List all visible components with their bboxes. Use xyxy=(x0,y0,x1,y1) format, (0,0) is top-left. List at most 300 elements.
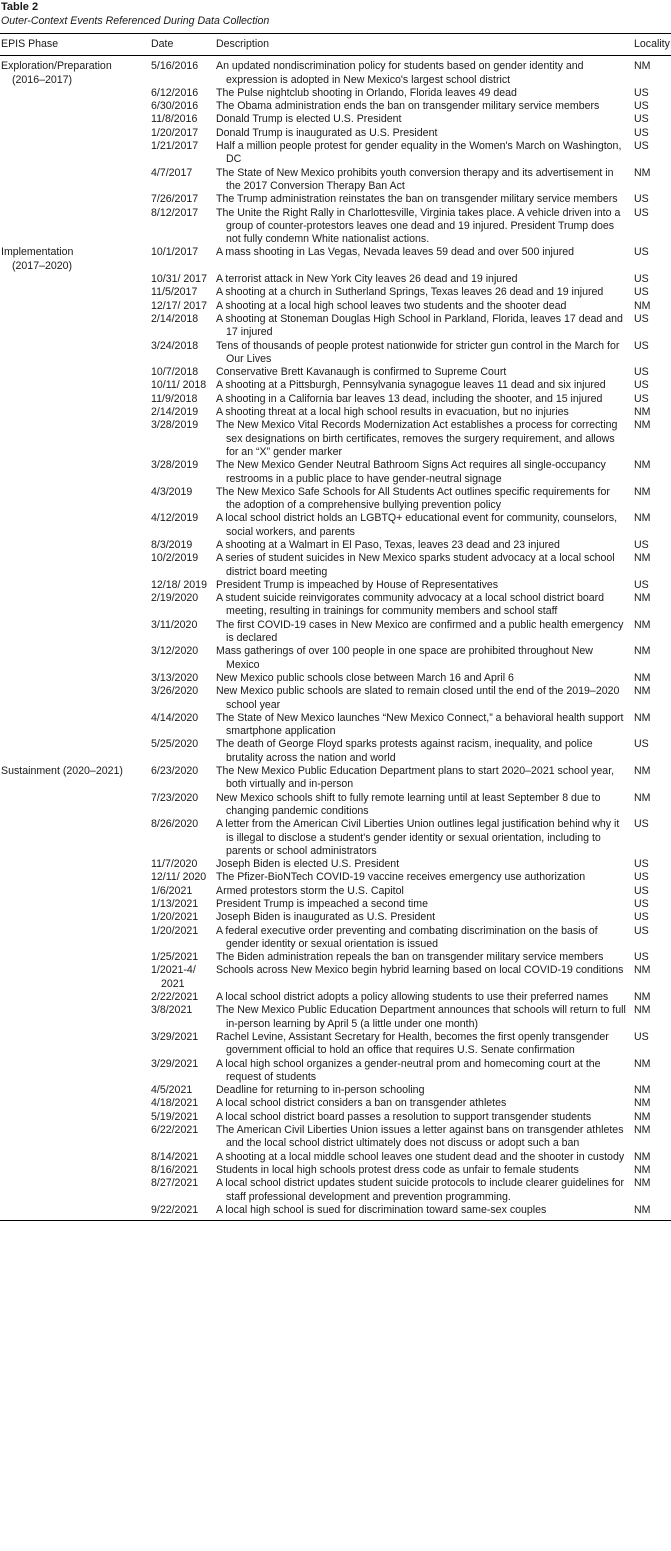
phase-cell xyxy=(0,1058,151,1085)
phase-name: Sustainment (2020–2021) xyxy=(1,765,123,778)
description-cell xyxy=(216,1031,632,1058)
locality-cell: US xyxy=(634,312,649,325)
event-description: The Trump administration reinstates the ban on transgender military service members xyxy=(216,193,618,206)
event-description: A local school district holds an LGBTQ+ educational event for community, counselors, social workers, and parents xyxy=(216,512,618,538)
table-row xyxy=(0,552,671,579)
table-row xyxy=(0,898,671,911)
event-description: A local school district updates student suicide protocols to include clearer guidelines for staff professional development and prevention programming. xyxy=(216,1177,625,1203)
date-cell xyxy=(151,925,216,952)
date-cell xyxy=(151,964,216,991)
table-row xyxy=(0,419,671,459)
table-row xyxy=(0,486,671,513)
description-cell xyxy=(216,1058,632,1085)
phase-cell xyxy=(0,539,151,552)
table-row xyxy=(0,87,671,100)
description-cell xyxy=(216,1164,632,1177)
event-date: 10/2/2019 xyxy=(151,552,199,565)
locality-cell: US xyxy=(634,379,649,392)
event-date: 6/23/2020 xyxy=(151,765,199,778)
locality-cell: US xyxy=(634,339,649,352)
event-date: 1/21/2017 xyxy=(151,140,199,153)
description-cell xyxy=(216,991,632,1004)
date-cell xyxy=(151,898,216,911)
event-description: A mass shooting in Las Vegas, Nevada leaves 59 dead and over 500 injured xyxy=(216,246,575,259)
phase-cell xyxy=(0,738,151,765)
event-date: 4/14/2020 xyxy=(151,711,199,724)
event-date: 3/11/2020 xyxy=(151,618,198,631)
description-cell xyxy=(216,273,632,286)
locality-cell: US xyxy=(634,86,649,99)
description-cell xyxy=(216,246,632,273)
date-cell xyxy=(151,1177,216,1204)
description-cell xyxy=(216,818,632,858)
phase-cell xyxy=(0,512,151,539)
table-row xyxy=(0,1124,671,1151)
locality-cell: NM xyxy=(634,1163,651,1176)
date-cell xyxy=(151,406,216,419)
description-cell xyxy=(216,792,632,819)
locality-cell: NM xyxy=(634,552,651,565)
table-row xyxy=(0,1004,671,1031)
table-label: Table 2 xyxy=(1,1,39,13)
date-cell xyxy=(151,100,216,113)
event-description: A series of student suicides in New Mexico sparks student advocacy at a local school district board meeting xyxy=(216,552,615,578)
table-row xyxy=(0,964,671,991)
phase-cell xyxy=(0,273,151,286)
description-cell xyxy=(216,286,632,299)
table-row xyxy=(0,459,671,486)
event-date: 4/12/2019 xyxy=(151,512,199,525)
date-cell xyxy=(151,393,216,406)
phase-cell xyxy=(0,645,151,672)
event-date: 2/19/2020 xyxy=(151,592,199,605)
phase-cell xyxy=(0,193,151,206)
event-description: A federal executive order preventing and combating discrimination on the basis of gender identity or sexual orientation is issued xyxy=(216,924,598,950)
date-cell xyxy=(151,672,216,685)
phase-name: Implementation xyxy=(1,246,74,259)
locality-cell: NM xyxy=(634,645,651,658)
date-cell xyxy=(151,1084,216,1097)
event-description: Rachel Levine, Assistant Secretary for Health, becomes the first openly transgender government official to hold an office that requires U.S. Senate confirmation xyxy=(216,1030,609,1057)
date-cell xyxy=(151,552,216,579)
event-description: The American Civil Liberties Union issues a letter against bans on transgender athletes and the local school district ultimately does not discuss or adopt such a ban xyxy=(216,1124,624,1150)
date-cell xyxy=(151,592,216,619)
date-cell xyxy=(151,286,216,299)
description-cell xyxy=(216,366,632,379)
event-date: 8/27/2021 xyxy=(151,1177,199,1190)
event-date: 11/9/2018 xyxy=(151,392,198,405)
event-description: A shooting at a local high school leaves two students and the shooter dead xyxy=(216,299,567,312)
date-cell xyxy=(151,1111,216,1124)
locality-cell: US xyxy=(634,818,649,831)
table-row xyxy=(0,539,671,552)
locality-cell: NM xyxy=(634,592,651,605)
table-row xyxy=(0,1204,671,1221)
table-row xyxy=(0,1058,671,1085)
phase-cell xyxy=(0,100,151,113)
event-description: A local school district board passes a resolution to support transgender students xyxy=(216,1110,592,1123)
event-date: 3/28/2019 xyxy=(151,459,199,472)
date-cell xyxy=(151,366,216,379)
column-header-locality: Locality xyxy=(632,34,671,56)
description-cell xyxy=(216,579,632,592)
locality-cell: US xyxy=(634,113,649,126)
date-cell xyxy=(151,765,216,792)
table-row xyxy=(0,1177,671,1204)
phase-cell xyxy=(0,140,151,167)
event-description: The New Mexico Public Education Department plans to start 2020–2021 school year, both virtually and in-person xyxy=(216,765,615,791)
phase-cell xyxy=(0,925,151,952)
phase-cell xyxy=(0,911,151,924)
phase-cell xyxy=(0,685,151,712)
phase-cell xyxy=(0,313,151,340)
phase-cell xyxy=(0,818,151,858)
description-cell xyxy=(216,871,632,884)
event-date: 3/29/2021 xyxy=(151,1057,199,1070)
locality-cell: US xyxy=(634,911,649,924)
event-description: A shooting at a local middle school leaves one student dead and the shooter in custody xyxy=(216,1150,625,1163)
locality-cell: US xyxy=(634,140,649,153)
locality-cell: NM xyxy=(634,60,651,73)
event-description: Tens of thousands of people protest nationwide for stricter gun control in the March for Our Lives xyxy=(216,339,620,365)
event-description: Joseph Biden is inaugurated as U.S. President xyxy=(216,911,436,924)
table-row xyxy=(0,712,671,739)
event-date: 1/20/2021 xyxy=(151,911,199,924)
description-cell xyxy=(216,672,632,685)
table-row xyxy=(0,340,671,367)
date-cell xyxy=(151,645,216,672)
event-date: 10/11/ 2018 xyxy=(151,379,207,392)
phase-cell xyxy=(0,885,151,898)
phase-cell xyxy=(0,1031,151,1058)
table-row xyxy=(0,300,671,313)
event-date: 7/23/2020 xyxy=(151,791,199,804)
event-description: Half a million people protest for gender equality in the Women's March on Washington, DC xyxy=(216,140,622,166)
event-date: 9/22/2021 xyxy=(151,1203,199,1216)
locality-cell: NM xyxy=(634,419,651,432)
table-row xyxy=(0,818,671,858)
event-description: The State of New Mexico launches “New Mexico Connect,” a behavioral health support smartphone application xyxy=(216,711,624,738)
date-cell xyxy=(151,885,216,898)
table-row xyxy=(0,1031,671,1058)
date-cell xyxy=(151,858,216,871)
date-cell xyxy=(151,459,216,486)
locality-cell: NM xyxy=(634,1150,651,1163)
event-date: 7/26/2017 xyxy=(151,193,199,206)
event-description: The Pulse nightclub shooting in Orlando, Florida leaves 49 dead xyxy=(216,86,517,99)
date-cell xyxy=(151,911,216,924)
locality-cell: US xyxy=(634,126,649,139)
event-description: A local high school organizes a gender-neutral prom and homecoming court at the request of students xyxy=(216,1057,601,1083)
phase-cell xyxy=(0,552,151,579)
event-date: 10/31/ 2017 xyxy=(151,273,207,286)
column-header-phase: EPIS Phase xyxy=(0,34,151,56)
event-description: Schools across New Mexico begin hybrid learning based on local COVID-19 conditions xyxy=(216,964,624,977)
phase-cell xyxy=(0,1097,151,1110)
table-row xyxy=(0,1164,671,1177)
table-row xyxy=(0,1151,671,1164)
description-cell xyxy=(216,1004,632,1031)
phase-cell xyxy=(0,1151,151,1164)
phase-cell xyxy=(0,113,151,126)
description-cell xyxy=(216,1177,632,1204)
event-description: Joseph Biden is elected U.S. President xyxy=(216,858,400,871)
locality-cell: NM xyxy=(634,1004,651,1017)
locality-cell: US xyxy=(634,193,649,206)
table-row xyxy=(0,113,671,126)
description-cell xyxy=(216,1124,632,1151)
event-description: The first COVID-19 cases in New Mexico are confirmed and a public health emergency is declared xyxy=(216,618,624,645)
phase-cell xyxy=(0,858,151,871)
event-date: 8/16/2021 xyxy=(151,1163,199,1176)
table-row xyxy=(0,393,671,406)
event-description: The New Mexico Gender Neutral Bathroom Signs Act requires all single-occupancy restrooms in a public place to have gender-neutral signage xyxy=(216,459,606,485)
date-cell xyxy=(151,792,216,819)
phase-cell xyxy=(0,246,151,273)
table-row xyxy=(0,951,671,964)
event-date: 8/12/2017 xyxy=(151,206,199,219)
table-row xyxy=(0,911,671,924)
event-date: 5/16/2016 xyxy=(151,60,199,73)
event-date: 12/17/ 2017 xyxy=(151,299,207,312)
phase-cell xyxy=(0,672,151,685)
event-date: 6/12/2016 xyxy=(151,86,199,99)
column-header-date: Date xyxy=(151,34,216,56)
table-row xyxy=(0,56,671,87)
event-date: 8/14/2021 xyxy=(151,1150,199,1163)
locality-cell: US xyxy=(634,273,649,286)
locality-cell: NM xyxy=(634,791,651,804)
event-description: Mass gatherings of over 100 people in one space are prohibited throughout New Mexico xyxy=(216,645,593,671)
phase-name: Exploration/Preparation xyxy=(1,60,112,73)
locality-cell: US xyxy=(634,884,649,897)
event-date: 3/28/2019 xyxy=(151,419,199,432)
date-cell xyxy=(151,1124,216,1151)
description-cell xyxy=(216,406,632,419)
locality-cell: NM xyxy=(634,1057,651,1070)
event-date: 11/7/2020 xyxy=(151,858,198,871)
phase-cell xyxy=(0,406,151,419)
description-cell xyxy=(216,619,632,646)
table-row xyxy=(0,991,671,1004)
date-cell xyxy=(151,379,216,392)
phase-cell xyxy=(0,898,151,911)
event-date: 3/8/2021 xyxy=(151,1004,193,1017)
locality-cell: US xyxy=(634,206,649,219)
locality-cell: US xyxy=(634,738,649,751)
description-cell xyxy=(216,127,632,140)
description-cell xyxy=(216,885,632,898)
phase-cell xyxy=(0,167,151,194)
date-cell xyxy=(151,579,216,592)
date-cell xyxy=(151,1097,216,1110)
event-description: A letter from the American Civil Liberties Union outlines legal justification behind why it is illegal to disclose a student's gender identity or sexual orientation, including to parents or school administrators xyxy=(216,818,620,857)
event-date: 4/3/2019 xyxy=(151,485,193,498)
event-date: 3/12/2020 xyxy=(151,645,199,658)
table-row xyxy=(0,1097,671,1110)
table-row xyxy=(0,871,671,884)
event-date: 1/20/2017 xyxy=(151,126,199,139)
locality-cell: NM xyxy=(634,711,651,724)
locality-cell: NM xyxy=(634,1124,651,1137)
locality-cell: US xyxy=(634,858,649,871)
event-description: New Mexico public schools close between March 16 and April 6 xyxy=(216,671,514,684)
description-cell xyxy=(216,1151,632,1164)
table-row xyxy=(0,579,671,592)
event-date: 5/19/2021 xyxy=(151,1110,199,1123)
phase-cell xyxy=(0,619,151,646)
description-cell xyxy=(216,486,632,513)
event-date: 8/3/2019 xyxy=(151,538,193,551)
event-description: A local high school is sued for discrimination toward same-sex couples xyxy=(216,1203,547,1216)
event-description: A shooting at a Walmart in El Paso, Texas, leaves 23 dead and 23 injured xyxy=(216,538,560,551)
locality-cell: NM xyxy=(634,991,651,1004)
event-description: The Unite the Right Rally in Charlottesville, Virginia takes place. A vehicle driven into a group of counter-protestors leaves one dead and 19 injured. President Trump does not fully condemn White nationalist actions. xyxy=(216,206,621,246)
event-description: An updated nondiscrimination policy for students based on gender identity and expression is adopted in New Mexico's largest school district xyxy=(216,60,584,86)
locality-cell: US xyxy=(634,924,649,937)
locality-cell: US xyxy=(634,366,649,379)
description-cell xyxy=(216,925,632,952)
event-date: 1/6/2021 xyxy=(151,884,193,897)
event-date: 4/7/2017 xyxy=(151,166,193,179)
date-cell xyxy=(151,273,216,286)
description-cell xyxy=(216,592,632,619)
date-cell xyxy=(151,56,216,87)
events-table xyxy=(0,33,671,1221)
date-cell xyxy=(151,818,216,858)
date-cell xyxy=(151,619,216,646)
header-row xyxy=(0,34,671,56)
locality-cell: US xyxy=(634,1030,649,1043)
event-description: Donald Trump is elected U.S. President xyxy=(216,113,402,126)
description-cell xyxy=(216,379,632,392)
table-row xyxy=(0,193,671,206)
table-caption: Outer-Context Events Referenced During Data Collection xyxy=(1,15,270,27)
phase-cell xyxy=(0,991,151,1004)
table-row xyxy=(0,738,671,765)
phase-cell xyxy=(0,712,151,739)
description-cell xyxy=(216,167,632,194)
date-cell xyxy=(151,340,216,367)
phase-cell xyxy=(0,765,151,792)
phase-cell xyxy=(0,592,151,619)
event-date: 3/29/2021 xyxy=(151,1030,199,1043)
table-row xyxy=(0,286,671,299)
description-cell xyxy=(216,56,632,87)
description-cell xyxy=(216,1084,632,1097)
phase-cell xyxy=(0,964,151,991)
locality-cell: NM xyxy=(634,964,651,977)
phase-cell xyxy=(0,1204,151,1221)
phase-cell xyxy=(0,1177,151,1204)
description-cell xyxy=(216,911,632,924)
event-description: A local school district adopts a policy allowing students to use their preferred names xyxy=(216,991,609,1004)
date-cell xyxy=(151,1031,216,1058)
table-row xyxy=(0,313,671,340)
description-cell xyxy=(216,87,632,100)
table-row xyxy=(0,645,671,672)
phase-cell xyxy=(0,579,151,592)
description-cell xyxy=(216,300,632,313)
locality-cell: NM xyxy=(634,1084,651,1097)
phase-cell xyxy=(0,340,151,367)
event-date: 6/30/2016 xyxy=(151,100,199,113)
description-cell xyxy=(216,419,632,459)
locality-cell: NM xyxy=(634,765,651,778)
date-cell xyxy=(151,300,216,313)
locality-cell: US xyxy=(634,392,649,405)
column-header-description: Description xyxy=(216,34,632,56)
event-date: 12/11/ 2020 xyxy=(151,871,207,884)
locality-cell: US xyxy=(634,898,649,910)
date-cell xyxy=(151,512,216,539)
date-cell xyxy=(151,167,216,194)
event-description: The New Mexico Vital Records Modernization Act establishes a process for correcting sex designations on birth certificates, removes the surgery requirement, and allows for an “X” gender marker xyxy=(216,419,618,458)
description-cell xyxy=(216,193,632,206)
event-date: 10/7/2018 xyxy=(151,366,199,379)
event-description: President Trump is impeached by House of Representatives xyxy=(216,578,499,591)
locality-cell: NM xyxy=(634,1097,651,1110)
phase-cell xyxy=(0,393,151,406)
locality-cell: NM xyxy=(634,299,651,312)
locality-cell: NM xyxy=(634,671,651,684)
date-cell xyxy=(151,991,216,1004)
event-description: A student suicide reinvigorates community advocacy at a local school district board meeting, resulting in trainings for community members and school staff xyxy=(216,592,605,618)
date-cell xyxy=(151,738,216,765)
table-row xyxy=(0,925,671,952)
table-row xyxy=(0,379,671,392)
date-cell xyxy=(151,246,216,273)
date-cell xyxy=(151,1204,216,1221)
event-description: Deadline for returning to in-person schooling xyxy=(216,1084,425,1097)
event-date: 5/25/2020 xyxy=(151,738,199,751)
event-date: 4/5/2021 xyxy=(151,1084,193,1097)
description-cell xyxy=(216,140,632,167)
date-cell xyxy=(151,1164,216,1177)
table-row xyxy=(0,858,671,871)
date-cell xyxy=(151,486,216,513)
description-cell xyxy=(216,1111,632,1124)
locality-cell: US xyxy=(634,100,649,113)
locality-cell: NM xyxy=(634,406,651,419)
date-cell xyxy=(151,685,216,712)
phase-cell xyxy=(0,379,151,392)
table-row xyxy=(0,246,671,273)
event-description: A local school district considers a ban on transgender athletes xyxy=(216,1097,507,1110)
phase-years: (2017–2020) xyxy=(12,259,73,272)
event-description: A terrorist attack in New York City leaves 26 dead and 19 injured xyxy=(216,273,518,286)
locality-cell: US xyxy=(634,951,649,964)
phase-cell xyxy=(0,1111,151,1124)
date-cell xyxy=(151,140,216,167)
description-cell xyxy=(216,207,632,247)
table-row xyxy=(0,273,671,286)
date-cell xyxy=(151,207,216,247)
phase-cell xyxy=(0,1164,151,1177)
event-date: 6/22/2021 xyxy=(151,1124,199,1137)
phase-cell xyxy=(0,459,151,486)
phase-cell xyxy=(0,1004,151,1031)
phase-cell xyxy=(0,486,151,513)
table-container xyxy=(0,1,671,1221)
event-description: A shooting at Stoneman Douglas High School in Parkland, Florida, leaves 17 dead and 17 injured xyxy=(216,312,623,339)
event-date: 10/1/2017 xyxy=(151,246,199,259)
event-description: The death of George Floyd sparks protests against racism, inequality, and police brutality across the nation and world xyxy=(216,738,593,764)
event-description: New Mexico schools shift to fully remote learning until at least September 8 due to changing pandemic conditions xyxy=(216,791,601,817)
description-cell xyxy=(216,459,632,486)
phase-cell xyxy=(0,792,151,819)
date-cell xyxy=(151,1004,216,1031)
